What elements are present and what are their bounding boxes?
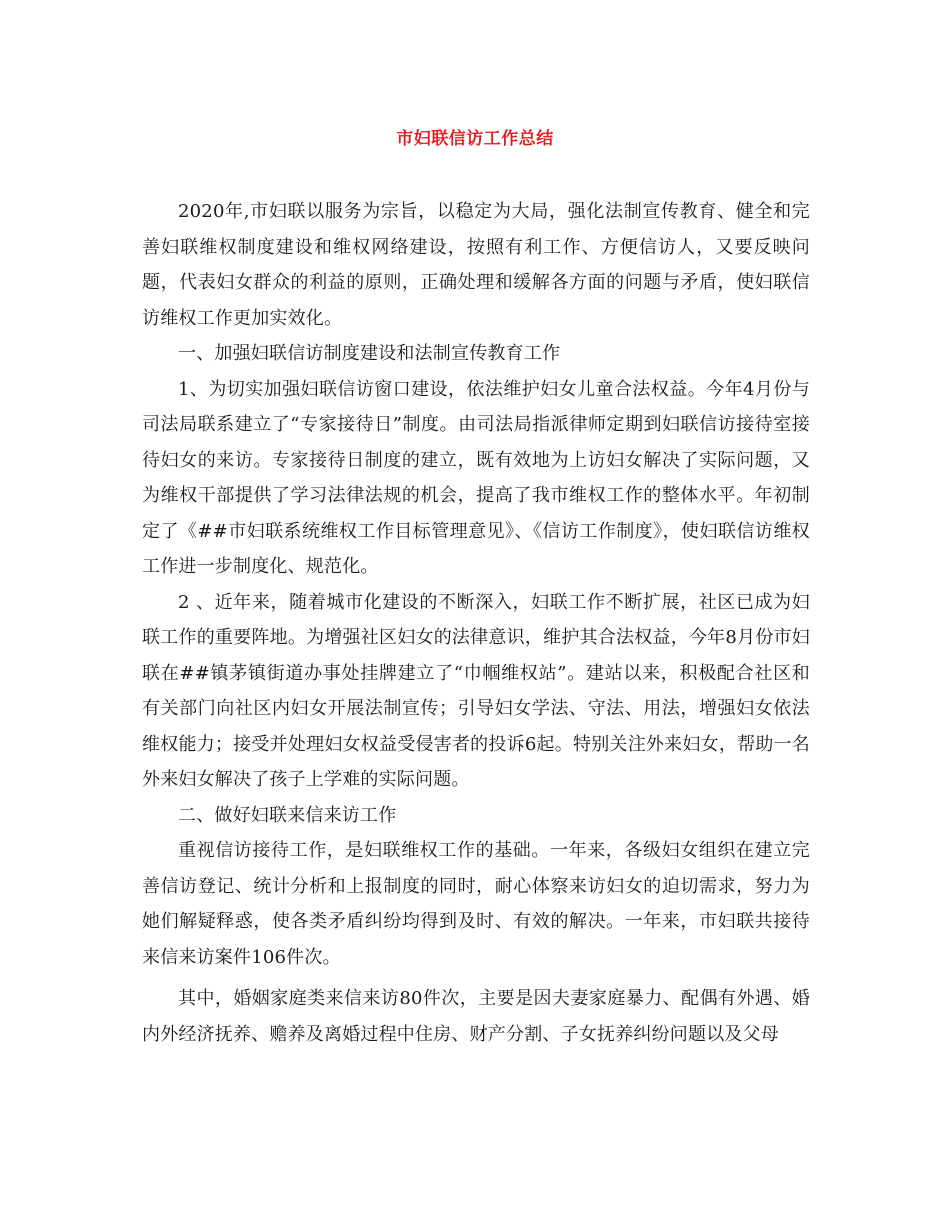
document-body [142,194,810,1052]
paragraph-reception: 重视信访接待工作，是妇联维权工作的基础。一年来，各级妇女组织在建立完善信访登记、统计分析和上报制度的同时，耐心体察来访妇女的迫切需求，努力为她们解疑释惑，使各类矛盾纠纷均得到及时、有效的解决。一年来，市妇联共接待来信来访案件106件次。 [142,840,810,968]
paragraph-intro: 2020年,市妇联以服务为宗旨，以稳定为大局，强化法制宣传教育、健全和完善妇联维权制度建设和维权网络建设，按照有利工作、方便信访人，又要反映问题，代表妇女群众的利益的原则，正确处理和缓解各方面的问题与矛盾，使妇联信访维权工作更加实效化。 [142,201,810,329]
paragraph-marriage-cases: 其中，婚姻家庭类来信来访80件次，主要是因夫妻家庭暴力、配偶有外遇、婚内外经济抚养、赡养及离婚过程中住房、财产分割、子女抚养纠纷问题以及父母 [142,988,810,1045]
paragraph-item-1: 1、为切实加强妇联信访窗口建设，依法维护妇女儿童合法权益。今年4月份与司法局联系建立了“专家接待日”制度。由司法局指派律师定期到妇联信访接待室接待妇女的来访。专家接待日制度的建立，既有效地为上访妇女解决了实际问题，又为维权干部提供了学习法律法规的机会，提高了我市维权工作的整体水平。年初制定了《##市妇联系统维权工作目标管理意见》、《信访工作制度》，使妇联信访维权工作进一步制度化、规范化。 [142,378,810,577]
paragraph-item-2: 2 、近年来，随着城市化建设的不断深入，妇联工作不断扩展，社区已成为妇联工作的重要阵地。为增强社区妇女的法律意识，维护其合法权益，今年8月份市妇联在##镇茅镇街道办事处挂牌建立了“巾帼维权站”。建站以来，积极配合社区和有关部门向社区内妇女开展法制宣传；引导妇女学法、守法、用法，增强妇女依法维权能力；接受并处理妇女权益受侵害者的投诉6起。特别关注外来妇女，帮助一名外来妇女解决了孩子上学难的实际问题。 [142,591,810,790]
section-heading-1: 一、加强妇联信访制度建设和法制宣传教育工作 [178,343,561,364]
section-heading-2: 二、做好妇联来信来访工作 [178,804,397,826]
document-title: 市妇联信访工作总结 [396,129,554,149]
